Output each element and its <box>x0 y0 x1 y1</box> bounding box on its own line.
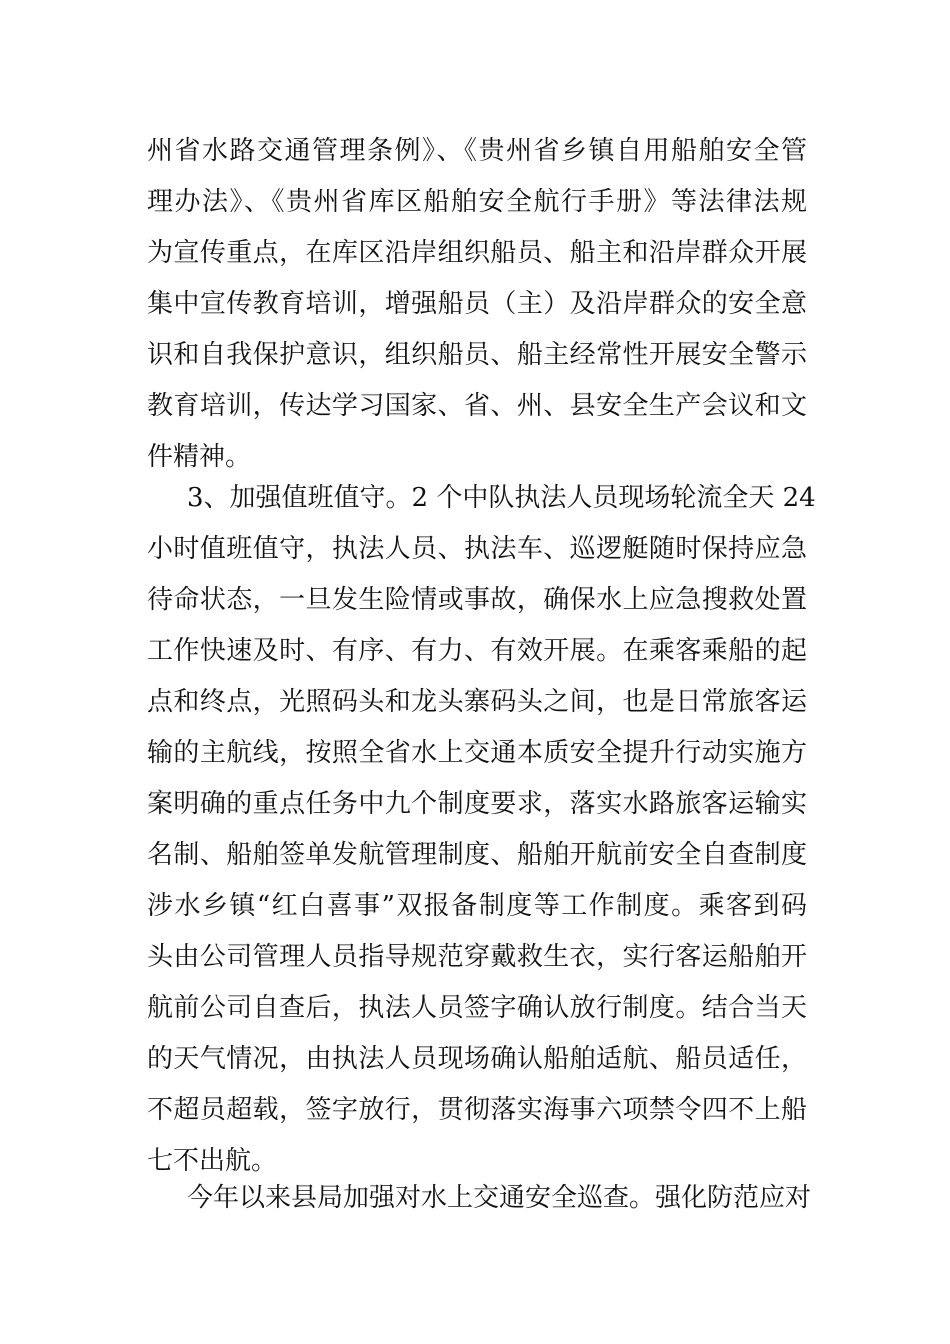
text-line: 识和自我保护意识，组织船员、船主经常性开展安全警示 <box>147 340 807 370</box>
paragraph-start-line: 3、加强值班值守。2 个中队执法人员现场轮流全天 24 <box>187 483 816 513</box>
text-line: 为宣传重点，在库区沿岸组织船员、船主和沿岸群众开展 <box>147 238 807 268</box>
text-line: 教育培训，传达学习国家、省、州、县安全生产会议和文 <box>147 391 807 421</box>
paragraph-end-line: 七不出航。 <box>147 1146 278 1176</box>
text-line: 头由公司管理人员指导规范穿戴救生衣，实行客运船舶开 <box>147 942 807 972</box>
text-line: 航前公司自查后，执法人员签字确认放行制度。结合当天 <box>147 993 807 1023</box>
text-line: 输的主航线，按照全省水上交通本质安全提升行动实施方 <box>147 738 807 768</box>
text-line: 工作快速及时、有序、有力、有效开展。在乘客乘船的起 <box>147 636 807 666</box>
text-line: 的天气情况，由执法人员现场确认船舶适航、船员适任， <box>147 1044 807 1074</box>
text-line: 点和终点，光照码头和龙头寨码头之间，也是日常旅客运 <box>147 687 807 717</box>
text-line: 不超员超载，签字放行，贯彻落实海事六项禁令四不上船 <box>147 1095 807 1125</box>
paragraph-start-line: 今年以来县局加强对水上交通安全巡查。强化防范应对 <box>187 1183 812 1213</box>
text-line: 小时值班值守，执法人员、执法车、巡逻艇随时保持应急 <box>147 534 807 564</box>
text-line: 名制、船舶签单发航管理制度、船舶开航前安全自查制度 <box>147 840 807 870</box>
text-line: 集中宣传教育培训，增强船员（主）及沿岸群众的安全意 <box>147 289 807 319</box>
paragraph-end-line: 件精神。 <box>147 442 252 472</box>
text-line: 州省水路交通管理条例》、《贵州省乡镇自用船舶安全管 <box>147 136 807 166</box>
text-line: 案明确的重点任务中九个制度要求，落实水路旅客运输实 <box>147 789 807 819</box>
text-line: 涉水乡镇“红白喜事”双报备制度等工作制度。乘客到码 <box>147 891 807 921</box>
text-line: 理办法》、《贵州省库区船舶安全航行手册》等法律法规 <box>147 187 807 217</box>
text-line: 待命状态，一旦发生险情或事故，确保水上应急搜救处置 <box>147 585 807 615</box>
